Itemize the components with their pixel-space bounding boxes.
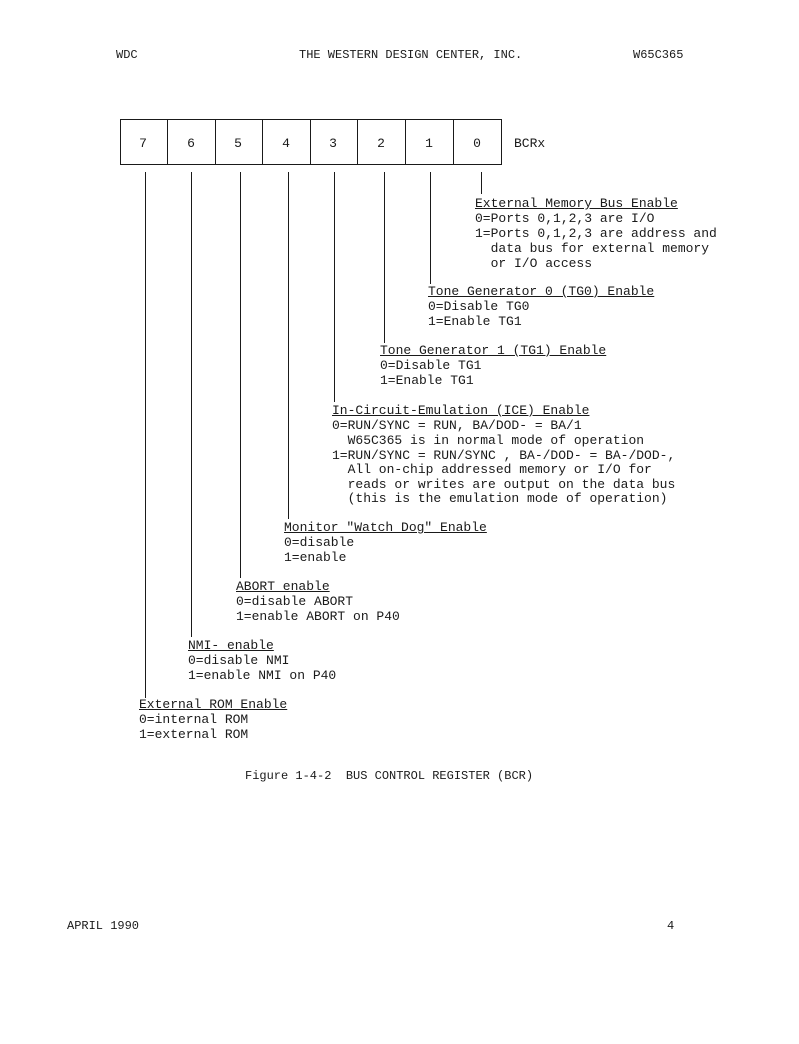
field-bit2-title: Tone Generator 1 (TG1) Enable xyxy=(380,343,607,358)
field-bit5-title: ABORT enable xyxy=(236,579,330,594)
field-bit3-line: W65C365 is in normal mode of operation xyxy=(332,433,645,448)
field-bit5-line: 0=disable ABORT xyxy=(236,594,354,609)
field-bit6-title: NMI- enable xyxy=(188,638,274,653)
header-title: THE WESTERN DESIGN CENTER, INC. xyxy=(299,48,523,62)
field-bit0-line: 0=Ports 0,1,2,3 are I/O xyxy=(475,211,655,226)
field-bit0-title: External Memory Bus Enable xyxy=(475,196,678,211)
field-bit2-line: 1=Enable TG1 xyxy=(380,373,474,388)
field-bit0-line: 1=Ports 0,1,2,3 are address and xyxy=(475,226,717,241)
register-name: BCRx xyxy=(514,136,546,151)
figure-caption: Figure 1-4-2 BUS CONTROL REGISTER (BCR) xyxy=(245,769,534,783)
field-bit4-line: 0=disable xyxy=(284,535,355,550)
page-number: 4 xyxy=(667,919,675,933)
bit-1-label: 1 xyxy=(425,136,433,151)
field-bit5-line: 1=enable ABORT on P40 xyxy=(236,609,400,624)
field-bit4-line: 1=enable xyxy=(284,550,347,565)
bit-0-label: 0 xyxy=(473,136,481,151)
field-bit0-line: data bus for external memory xyxy=(475,241,710,256)
field-bit3-line: 1=RUN/SYNC = RUN/SYNC , BA-/DOD- = BA-/DOD-, xyxy=(332,448,676,463)
bit-4-label: 4 xyxy=(282,136,290,151)
header-left: WDC xyxy=(116,48,138,62)
field-bit6-line: 0=disable NMI xyxy=(188,653,290,668)
field-bit3-line: All on-chip addressed memory or I/O for xyxy=(332,462,652,477)
field-bit6-line: 1=enable NMI on P40 xyxy=(188,668,337,683)
field-bit2-line: 0=Disable TG1 xyxy=(380,358,482,373)
field-bit3-line: (this is the emulation mode of operation) xyxy=(332,491,668,506)
field-bit3-line: 0=RUN/SYNC = RUN, BA/DOD- = BA/1 xyxy=(332,418,582,433)
field-bit1-title: Tone Generator 0 (TG0) Enable xyxy=(428,284,655,299)
bit-6-label: 6 xyxy=(187,136,195,151)
bit-3-label: 3 xyxy=(329,136,337,151)
field-bit3-line: reads or writes are output on the data bus xyxy=(332,477,676,492)
field-bit1-line: 0=Disable TG0 xyxy=(428,299,530,314)
field-bit7-line: 0=internal ROM xyxy=(139,712,249,727)
field-bit3-title: In-Circuit-Emulation (ICE) Enable xyxy=(332,403,590,418)
field-bit1-line: 1=Enable TG1 xyxy=(428,314,522,329)
header-right: W65C365 xyxy=(633,48,684,62)
field-bit4-title: Monitor "Watch Dog" Enable xyxy=(284,520,487,535)
bit-5-label: 5 xyxy=(234,136,242,151)
footer-date: APRIL 1990 xyxy=(67,919,140,933)
field-bit0-line: or I/O access xyxy=(475,256,593,271)
bit-7-label: 7 xyxy=(139,136,147,151)
field-bit7-title: External ROM Enable xyxy=(139,697,288,712)
bit-2-label: 2 xyxy=(377,136,385,151)
field-bit7-line: 1=external ROM xyxy=(139,727,249,742)
